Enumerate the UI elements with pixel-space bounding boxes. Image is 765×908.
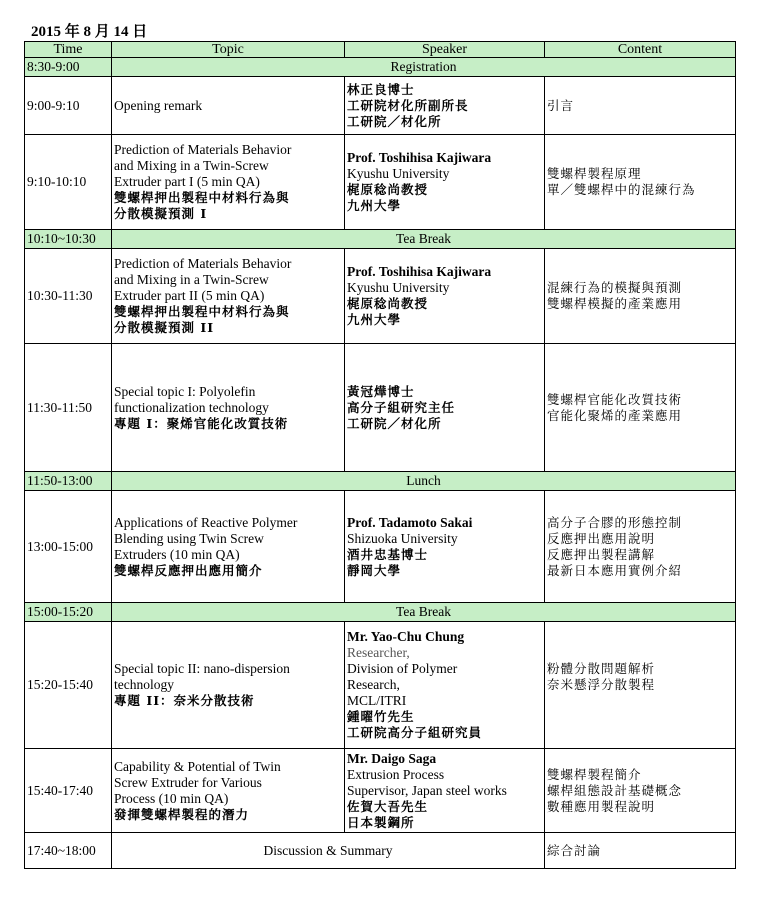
speaker-cell bbox=[345, 135, 545, 230]
session-row bbox=[25, 622, 736, 749]
speaker-line: Division of Polymer bbox=[347, 661, 458, 676]
topic-line: Extruder part II (5 min QA) bbox=[114, 288, 265, 303]
time-cell: 9:10-10:10 bbox=[25, 135, 112, 230]
topic-line: Prediction of Materials Behavior bbox=[114, 256, 292, 271]
topic-line: Special topic I: Polyolefin bbox=[114, 383, 256, 399]
content-line: 雙螺桿模擬的產業應用 bbox=[547, 296, 683, 311]
topic-cell bbox=[112, 249, 345, 344]
content-cell bbox=[545, 749, 736, 833]
content-line: 最新日本應用實例介紹 bbox=[547, 562, 683, 578]
topic-cell bbox=[112, 344, 345, 472]
topic-line: and Mixing in a Twin-Screw bbox=[114, 272, 269, 287]
topic-cjk-line: 分散模擬預測 I bbox=[114, 206, 208, 221]
speaker-line: 工研院材化所副所長 bbox=[347, 97, 469, 113]
speaker-line: 黃冠燁博士 bbox=[347, 383, 415, 399]
content-line: 反應押出應用說明 bbox=[547, 530, 656, 546]
topic-cell bbox=[112, 749, 345, 833]
speaker-cell bbox=[345, 249, 545, 344]
time-cell: 9:00-9:10 bbox=[25, 77, 112, 135]
content-cell bbox=[545, 344, 736, 472]
time-cell: 11:30-11:50 bbox=[25, 344, 112, 472]
speaker-title: Researcher, bbox=[347, 645, 410, 660]
content-line: 官能化聚烯的產業應用 bbox=[547, 407, 683, 423]
speaker-line: Kyushu University bbox=[347, 166, 450, 181]
topic-line: and Mixing in a Twin-Screw bbox=[114, 158, 269, 173]
header-speaker: Speaker bbox=[345, 42, 545, 58]
time-cell: 15:20-15:40 bbox=[25, 622, 112, 749]
session-row bbox=[25, 249, 736, 344]
tea-break-row bbox=[25, 230, 736, 249]
speaker-line: 鍾曜竹先生 bbox=[347, 709, 415, 724]
time-cell: 17:40~18:00 bbox=[25, 833, 112, 869]
speaker-line: Kyushu University bbox=[347, 280, 450, 295]
speaker-name: Prof. Tadamoto Sakai bbox=[347, 514, 473, 530]
topic-line: Special topic II: nano-dispersion bbox=[114, 661, 290, 676]
speaker-name: Mr. Yao-Chu Chung bbox=[347, 629, 465, 644]
tea-break-row bbox=[25, 603, 736, 622]
content-line: 反應押出製程講解 bbox=[547, 546, 656, 562]
session-row bbox=[25, 135, 736, 230]
content-line: 高分子合膠的形態控制 bbox=[547, 514, 683, 530]
topic-cjk-line: 專題 I：聚烯官能化改質技術 bbox=[114, 415, 289, 431]
topic-line: Screw Extruder for Various bbox=[114, 774, 262, 790]
content-cell bbox=[545, 491, 736, 603]
topic-cell bbox=[112, 622, 345, 749]
speaker-line: Supervisor, Japan steel works bbox=[347, 782, 507, 798]
speaker-line: 工研院／材化所 bbox=[347, 113, 442, 129]
band-label: Registration bbox=[112, 58, 736, 77]
topic-cell bbox=[112, 135, 345, 230]
content-cell bbox=[545, 135, 736, 230]
time-cell: 13:00-15:00 bbox=[25, 491, 112, 603]
topic-cjk-line: 雙螺桿押出製程中材料行為與 bbox=[114, 190, 290, 205]
schedule-table bbox=[24, 41, 736, 869]
session-row bbox=[25, 833, 736, 869]
speaker-line: 九州大學 bbox=[347, 312, 402, 327]
session-row bbox=[25, 344, 736, 472]
band-label: Tea Break bbox=[112, 230, 736, 249]
content-line: 雙螺桿製程簡介 bbox=[547, 766, 642, 782]
lunch-row bbox=[25, 472, 736, 491]
speaker-line: 工研院高分子組研究員 bbox=[347, 725, 483, 740]
speaker-line: Research, bbox=[347, 677, 400, 692]
content-line: 粉體分散問題解析 bbox=[547, 661, 656, 676]
speaker-line: Extrusion Process bbox=[347, 766, 445, 782]
schedule-date: 2015 年 8 月 14 日 bbox=[31, 24, 148, 40]
topic-line: Blending using Twin Screw bbox=[114, 530, 264, 546]
speaker-line: Shizuoka University bbox=[347, 530, 458, 546]
speaker-name: Prof. Toshihisa Kajiwara bbox=[347, 150, 492, 165]
content-line: 數種應用製程說明 bbox=[547, 798, 656, 814]
content-line: 單／雙螺桿中的混練行為 bbox=[547, 182, 696, 197]
speaker-line: 九州大學 bbox=[347, 198, 402, 213]
time-cell: 15:40-17:40 bbox=[25, 749, 112, 833]
topic-line: Extruders (10 min QA) bbox=[114, 546, 240, 562]
header-time: Time bbox=[25, 42, 112, 58]
topic-cell bbox=[112, 77, 345, 135]
topic-line: technology bbox=[114, 677, 174, 692]
content-line: 引言 bbox=[547, 97, 575, 113]
topic-line: functionalization technology bbox=[114, 399, 269, 415]
speaker-cell bbox=[345, 749, 545, 833]
speaker-name: Prof. Toshihisa Kajiwara bbox=[347, 264, 492, 279]
speaker-line: 佐賀大吾先生 bbox=[347, 798, 429, 814]
topic-cjk-line: 雙螺桿押出製程中材料行為與 bbox=[114, 304, 290, 319]
content-line: 綜合討論 bbox=[547, 842, 602, 858]
header-row bbox=[25, 42, 736, 58]
band-label: Lunch bbox=[112, 472, 736, 491]
topic-line: Prediction of Materials Behavior bbox=[114, 142, 292, 157]
speaker-line: 日本製鋼所 bbox=[347, 814, 415, 830]
header-content: Content bbox=[545, 42, 736, 58]
time-cell: 11:50-13:00 bbox=[25, 472, 112, 491]
header-topic: Topic bbox=[112, 42, 345, 58]
speaker-line: 酒井忠基博士 bbox=[347, 546, 429, 562]
content-line: 混練行為的模擬與預測 bbox=[547, 280, 683, 295]
time-cell: 10:10~10:30 bbox=[25, 230, 112, 249]
time-cell: 8:30-9:00 bbox=[25, 58, 112, 77]
speaker-line: 梶原稔尚教授 bbox=[347, 182, 429, 197]
topic-line: Opening remark bbox=[114, 97, 203, 113]
speaker-cell bbox=[345, 77, 545, 135]
content-cell bbox=[545, 249, 736, 344]
session-row bbox=[25, 77, 736, 135]
speaker-line: MCL/ITRI bbox=[347, 693, 407, 708]
topic-cjk-line: 分散模擬預測 II bbox=[114, 320, 215, 335]
session-row bbox=[25, 749, 736, 833]
speaker-line: 梶原稔尚教授 bbox=[347, 296, 429, 311]
speaker-line: 高分子組研究主任 bbox=[347, 399, 456, 415]
content-line: 奈米懸浮分散製程 bbox=[547, 677, 656, 692]
discussion-cell: Discussion & Summary bbox=[112, 833, 545, 869]
registration-row bbox=[25, 58, 736, 77]
content-line: 螺桿組態設計基礎概念 bbox=[547, 782, 683, 798]
content-line: 雙螺桿製程原理 bbox=[547, 166, 642, 181]
band-label: Tea Break bbox=[112, 603, 736, 622]
topic-line: Process (10 min QA) bbox=[114, 790, 229, 806]
topic-line: Capability & Potential of Twin bbox=[114, 758, 281, 774]
content-cell bbox=[545, 77, 736, 135]
time-cell: 15:00-15:20 bbox=[25, 603, 112, 622]
time-cell: 10:30-11:30 bbox=[25, 249, 112, 344]
content-cell bbox=[545, 833, 736, 869]
topic-cell bbox=[112, 491, 345, 603]
session-row bbox=[25, 491, 736, 603]
content-line: 雙螺桿官能化改質技術 bbox=[547, 391, 683, 407]
speaker-line: 工研院／材化所 bbox=[347, 415, 442, 431]
speaker-line: 林正良博士 bbox=[347, 81, 415, 97]
speaker-line: 靜岡大學 bbox=[347, 562, 402, 578]
speaker-cell bbox=[345, 344, 545, 472]
speaker-name: Mr. Daigo Saga bbox=[347, 750, 437, 766]
topic-line: Extruder part I (5 min QA) bbox=[114, 174, 260, 189]
topic-cjk-line: 雙螺桿反應押出應用簡介 bbox=[114, 562, 263, 578]
topic-cjk-line: 專題 II：奈米分散技術 bbox=[114, 693, 255, 708]
speaker-cell bbox=[345, 491, 545, 603]
topic-line: Applications of Reactive Polymer bbox=[114, 514, 298, 530]
content-cell bbox=[545, 622, 736, 749]
speaker-cell bbox=[345, 622, 545, 749]
topic-cjk-line: 發揮雙螺桿製程的潛力 bbox=[114, 806, 250, 822]
